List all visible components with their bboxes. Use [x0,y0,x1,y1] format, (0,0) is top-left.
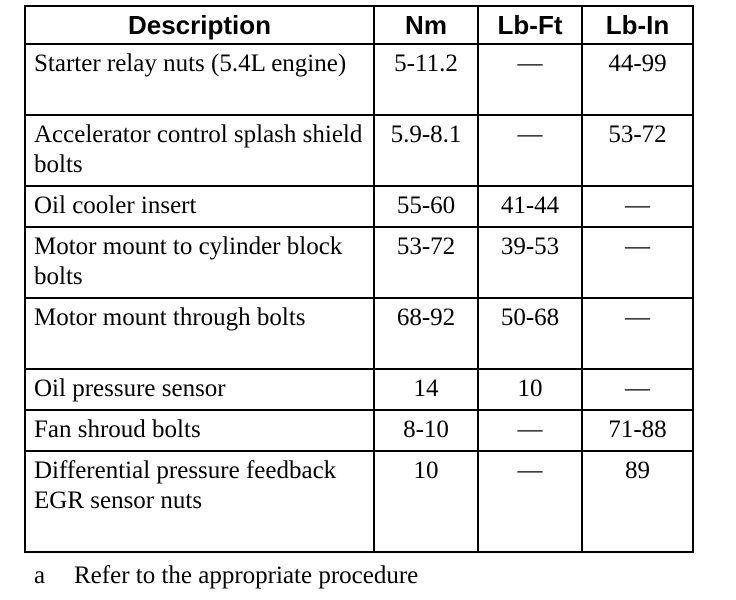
table-row [25,298,693,369]
cell-lb-in: 44-99 [582,44,693,115]
header-description: Description [25,6,374,44]
cell-lb-ft: 41-44 [478,186,582,227]
cell-description: Fan shroud bolts [25,410,374,451]
cell-lb-in: 71-88 [582,410,693,451]
cell-description: Differential pressure feedback EGR sensor nuts [25,451,374,552]
cell-nm: 8-10 [374,410,478,451]
torque-spec-table [24,5,694,553]
cell-lb-ft: 10 [478,369,582,410]
cell-nm: 5-11.2 [374,44,478,115]
table-row [25,451,693,552]
table-row [25,115,693,186]
cell-nm: 53-72 [374,227,478,298]
cell-description: Motor mount to cylinder block bolts [25,227,374,298]
footnote [34,561,418,591]
header-nm: Nm [374,6,478,44]
cell-description: Accelerator control splash shield bolts [25,115,374,186]
cell-lb-ft: — [478,44,582,115]
cell-lb-ft: 50-68 [478,298,582,369]
cell-lb-ft: — [478,115,582,186]
table-row [25,44,693,115]
cell-description: Oil pressure sensor [25,369,374,410]
footnote-text: Refer to the appropriate procedure [74,562,419,589]
cell-lb-in: — [582,369,693,410]
cell-nm: 10 [374,451,478,552]
table-row [25,369,693,410]
cell-nm: 5.9-8.1 [374,115,478,186]
table-row [25,227,693,298]
cell-lb-ft: — [478,410,582,451]
cell-description: Motor mount through bolts [25,298,374,369]
cell-lb-in: — [582,227,693,298]
cell-nm: 14 [374,369,478,410]
cell-lb-in: 53-72 [582,115,693,186]
cell-lb-ft: 39-53 [478,227,582,298]
cell-lb-in: — [582,186,693,227]
cell-lb-ft: — [478,451,582,552]
table-header-row [25,6,693,44]
cell-lb-in: 89 [582,451,693,552]
cell-description: Oil cooler insert [25,186,374,227]
cell-lb-in: — [582,298,693,369]
table-row [25,410,693,451]
footnote-mark: a [34,562,46,589]
table-row [25,186,693,227]
header-lb-ft: Lb-Ft [478,6,582,44]
header-lb-in: Lb-In [582,6,693,44]
cell-description: Starter relay nuts (5.4L engine) [25,44,374,115]
cell-nm: 68-92 [374,298,478,369]
cell-nm: 55-60 [374,186,478,227]
